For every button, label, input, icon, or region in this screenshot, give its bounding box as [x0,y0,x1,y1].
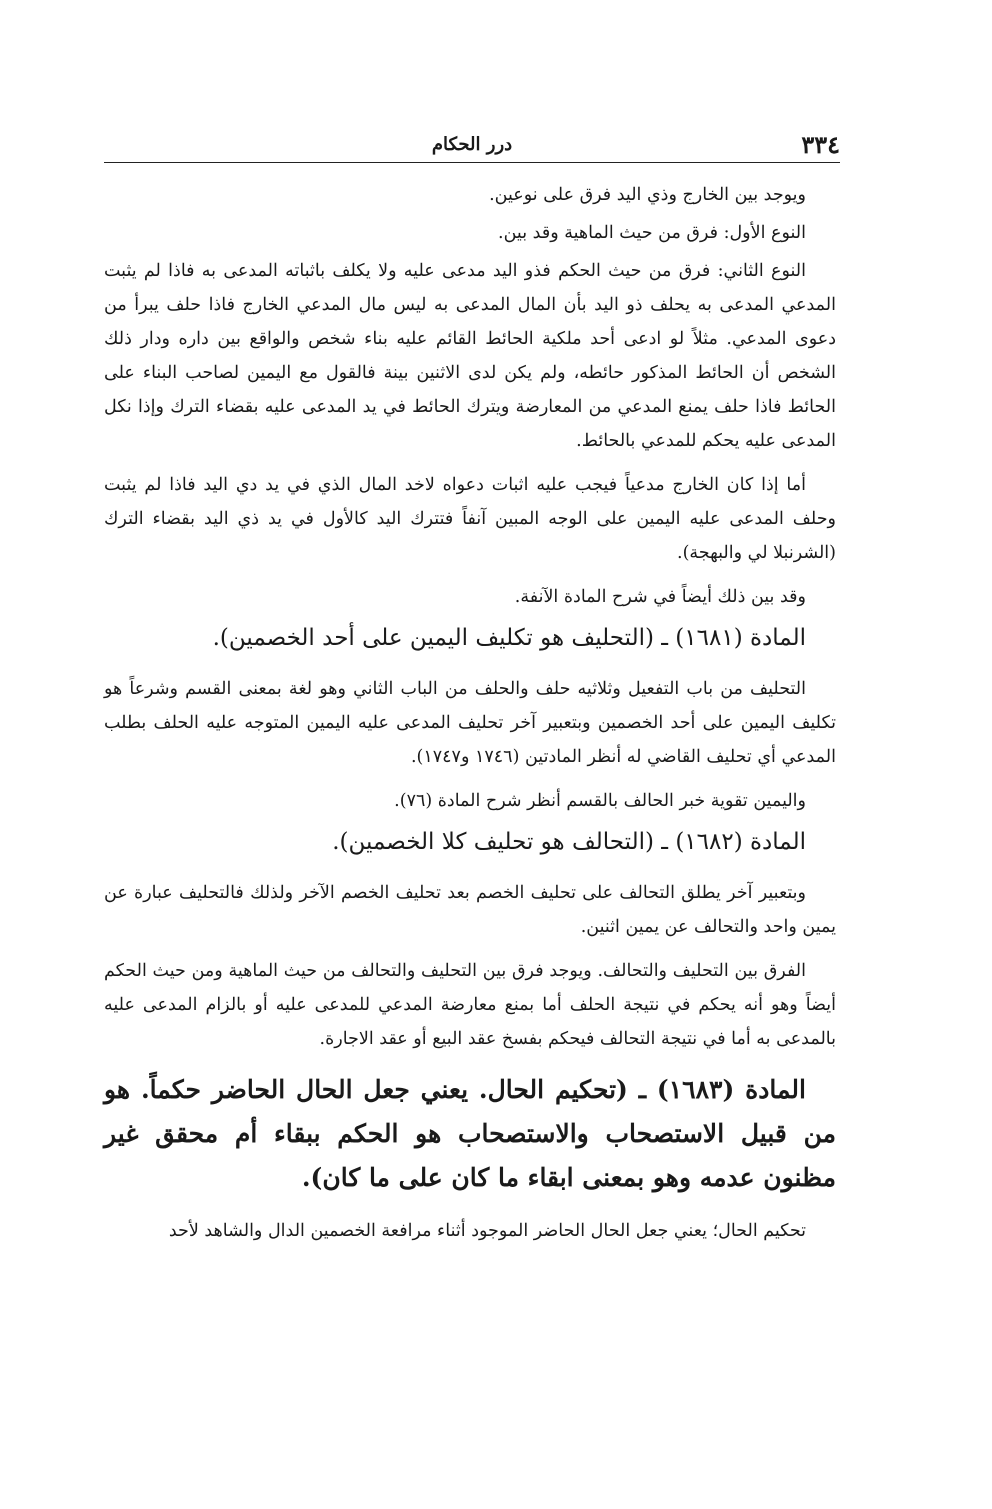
paragraph: وبتعبير آخر يطلق التحالف على تحليف الخصم بعد تحليف الخصم الآخر ولذلك فالتحليف عبارة عن يمين واحد والتحالف عن يمين اثنين. [104,883,836,937]
paragraph: الفرق بين التحليف والتحالف. ويوجد فرق بين التحليف والتحالف من حيث الماهية ومن حيث الحكم أيضاً وهو أنه يحكم في نتيجة الحلف أما بمنع معارضة المدعي للمدعى عليه أو بالزام المدعى عليه بالمدعى به أما في نتيجة التحالف فيحكم بفسخ عقد البيع أو عقد الاجارة. [104,961,836,1049]
paragraph: النوع الأول: فرق من حيث الماهية وقد بين. [498,223,806,243]
page-header [104,128,840,163]
running-title: درر الحكام [431,134,513,155]
paragraph: أما إذا كان الخارج مدعياً فيجب عليه اثبات دعواه لاخد المال الذي في يد دي اليد فاذا لم يثبت وحلف المدعى عليه اليمين على الوجه المبين آنفاً فتترك اليد كالأول في يد ذي اليد بقضاء الترك (الشرنبلا لي والبهجة). [104,475,836,563]
article-heading-1682: المادة (١٦٨٢) ـ (التحالف هو تحليف كلا الخصمين). [332,829,806,855]
paragraph: النوع الثاني: فرق من حيث الحكم فذو اليد مدعى عليه ولا يكلف باثباته المدعى به فاذا لم يثبت المدعي المدعى به يحلف ذو اليد بأن المال المدعى به ليس مال المدعي الخارج فاذا حلف يبرأ من دعوى المدعي. مثلاً لو ادعى أحد ملكية الحائط القائم عليه بناء شخص والواقع بين داره ودار ذلك الشخص أن الحائط المذكور حائطه، ولم يكن لدى الاثنين بينة فالقول مع اليمين لصاحب البناء على الحائط فاذا حلف يمنع المدعي من المعارضة ويترك الحائط في يد المدعى عليه بقضاء الترك وإذا نكل المدعى عليه يحكم للمدعي بالحائط. [104,261,836,451]
paragraph: التحليف من باب التفعيل وثلاثيه حلف والحلف من الباب الثاني وهو لغة بمعنى القسم وشرعاً هو تكليف اليمين على أحد الخصمين وبتعبير آخر تحليف المدعى عليه اليمين المتوجه عليه الحلف بطلب المدعي أي تحليف القاضي له أنظر المادتين (١٧٤٦ و١٧٤٧). [104,679,836,767]
article-heading-1681: المادة (١٦٨١) ـ (التحليف هو تكليف اليمين على أحد الخصمين). [212,625,806,651]
paragraph: ويوجد بين الخارج وذي اليد فرق على نوعين. [489,185,806,205]
paragraph: تحكيم الحال؛ يعني جعل الحال الحاضر الموجود أثناء مرافعة الخصمين الدال والشاهد لأحد [168,1221,806,1241]
article-heading-1683: المادة (١٦٨٣) ـ (تحكيم الحال. يعني جعل الحال الحاضر حكماً. هو من قبيل الاستصحاب والاستصحاب هو الحكم ببقاء أم محقق غير مظنون عدمه وهو بمعنى ابقاء ما كان على ما كان). [104,1075,836,1192]
paragraph: وقد بين ذلك أيضاً في شرح المادة الآنفة. [514,587,806,607]
page-body [104,178,836,1258]
page-number: ٣٣٤ [801,130,840,159]
paragraph: واليمين تقوية خبر الحالف بالقسم أنظر شرح المادة (٧٦). [394,791,806,811]
